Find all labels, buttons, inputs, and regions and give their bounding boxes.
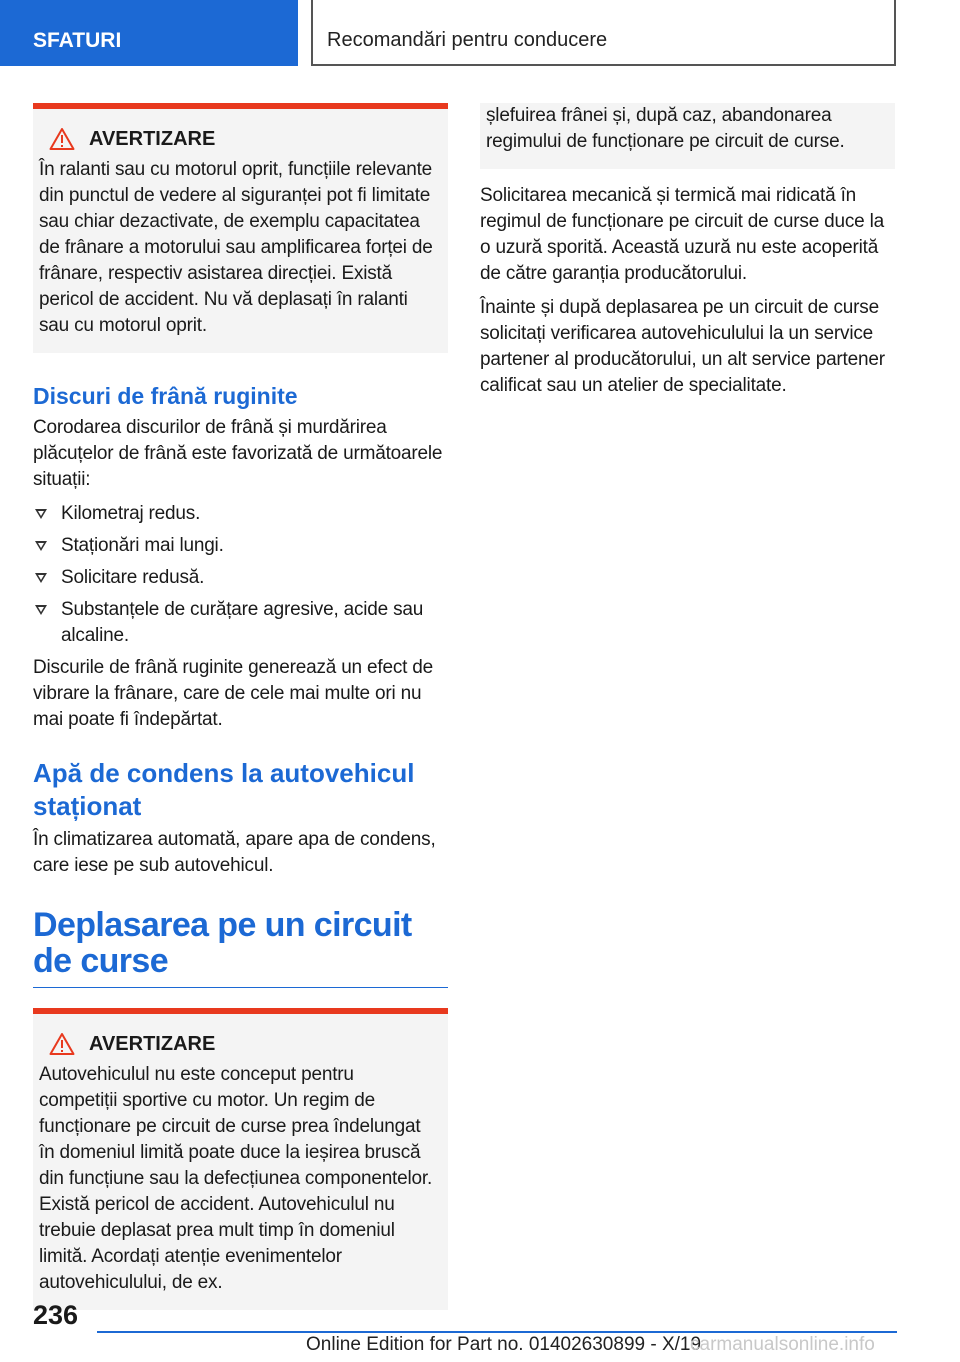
section-heading-rust: Discuri de frână ruginite xyxy=(33,383,298,409)
section-heading-condens: Apă de condens la autovehicul staționat xyxy=(33,758,415,821)
section-tab: SFATURI xyxy=(0,0,298,66)
list-item: Solicitare redusă. xyxy=(33,565,448,591)
footer-rule xyxy=(97,1331,897,1333)
paragraph: Discurile de frână ruginite generează un efect de vibrare la frânare, care de cele mai multe ori nu mai poate fi îndepărtat. xyxy=(33,657,434,730)
list-item: Staționări mai lungi. xyxy=(33,533,448,559)
warning-box xyxy=(33,1008,448,1310)
warning-triangle-icon xyxy=(49,127,75,151)
warning-continued: șlefuirea frânei și, după caz, abandonarea regimului de funcționare pe circuit de curse. xyxy=(480,103,895,169)
edition-text: Online Edition for Part no. 01402630899 - X/19 xyxy=(306,1334,702,1355)
page-header xyxy=(0,0,960,66)
right-column xyxy=(480,103,895,407)
triangle-bullet-icon xyxy=(35,509,47,519)
list-item: Kilometraj redus. xyxy=(33,501,448,527)
watermark: carmanualsonline.info xyxy=(690,1334,875,1355)
warning-box xyxy=(33,103,448,353)
page-number: 236 xyxy=(33,1300,79,1330)
warning-text: Autovehiculul nu este conceput pentru competiții sportive cu motor. Un regim de funcționare pe circuit de curse prea îndelungat în domeniul limită poate duce la ieșirea bruscă din funcțiune sau la defecțiunea componentelor. Există pericol de accident. Autovehiculul nu trebuie deplasat prea mult timp în domeniul limită. Acordați atenție evenimentelor autovehiculului, de ex. xyxy=(39,1064,433,1293)
warning-triangle-icon xyxy=(49,1032,75,1056)
warning-text: În ralanti sau cu motorul oprit, funcțiile relevante din punctul de vedere al siguranței pot fi limitate sau chiar dezactivate, de exemplu capacitatea de frânare a motorului sau amplificarea forței de frânare, respectiv asistarea direcției. Există pericol de accident. Nu vă deplasați în ralanti sau cu motorul oprit. xyxy=(39,159,433,336)
paragraph: Solicitarea mecanică și termică mai ridicată în regimul de funcționare pe circuit de curse duce la o uzură sporită. Această uzură nu este acoperită de către garanția producătorului. xyxy=(480,185,885,284)
triangle-bullet-icon xyxy=(35,541,47,551)
list-item: Substanțele de curățare agresive, acide sau alcaline. xyxy=(33,597,448,649)
warning-label: AVERTIZARE xyxy=(89,1032,216,1055)
triangle-bullet-icon xyxy=(35,605,47,615)
paragraph: Înainte și după deplasarea pe un circuit de curse solicitați verificarea autovehiculului la un service partener al producătorului, un alt service partener calificat sau un atelier de specialitate. xyxy=(480,297,885,396)
chapter-title: Recomandări pentru conducere xyxy=(311,0,896,66)
left-column xyxy=(33,103,448,1310)
paragraph: În climatizarea automată, apare apa de condens, care iese pe sub autovehicul. xyxy=(33,829,436,876)
chapter-heading-track: Deplasarea pe un circuit de curse xyxy=(33,907,448,988)
paragraph: Corodarea discurilor de frână și murdărirea plăcuțelor de frână este favorizată de următoarele situații: xyxy=(33,417,443,490)
warning-heading xyxy=(49,127,434,151)
warning-heading xyxy=(49,1032,434,1056)
bullet-list xyxy=(33,501,448,649)
warning-label: AVERTIZARE xyxy=(89,127,216,150)
triangle-bullet-icon xyxy=(35,573,47,583)
